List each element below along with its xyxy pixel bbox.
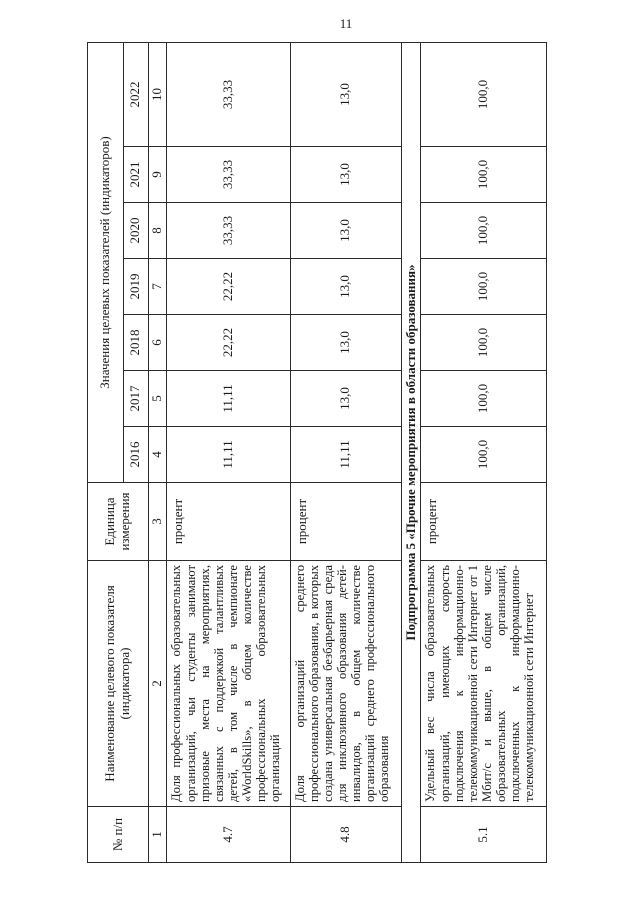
row-name: Доля профессиональных образовательных организаций, чьи студенты занимают призовые места на мероприятиях, связанных с поддержкой талантливых детей, в том числе в чемпионате «WorldSkills», в общем количестве профессиональных образовательных организаций — [167, 561, 290, 807]
indicators-table — [87, 42, 547, 863]
column-index: 1 — [148, 807, 167, 863]
row-value: 33,33 — [167, 203, 290, 259]
row-value: 13,0 — [290, 259, 401, 315]
row-value: 33,33 — [167, 147, 290, 203]
row-value: 13,0 — [290, 203, 401, 259]
table-row — [167, 42, 290, 862]
row-value: 100,0 — [421, 42, 547, 146]
column-index: 3 — [148, 483, 167, 561]
row-value: 100,0 — [421, 147, 547, 203]
row-num: 4.8 — [290, 807, 401, 863]
column-index: 8 — [148, 203, 167, 259]
row-value: 11,11 — [167, 371, 290, 427]
column-index: 5 — [148, 371, 167, 427]
header-num: № п/п — [88, 807, 149, 863]
row-value: 100,0 — [421, 371, 547, 427]
rotated-table-container — [87, 43, 547, 863]
subprogram-title: Подпрограмма 5 «Прочие мероприятия в области образования» — [401, 42, 421, 862]
header-year: 2021 — [123, 147, 148, 203]
row-value: 11,11 — [290, 427, 401, 483]
header-year: 2020 — [123, 203, 148, 259]
row-value: 33,33 — [167, 42, 290, 146]
row-unit: процент — [167, 483, 290, 561]
row-name: Доля организаций среднего профессионального образования, в которых создана универсальная безбарьерная среда для инклюзивного образования детей-инвалидов, в общем количестве организаций среднего профессионального образования — [290, 561, 401, 807]
row-value: 13,0 — [290, 371, 401, 427]
subprogram-row — [401, 42, 421, 862]
row-value: 100,0 — [421, 427, 547, 483]
header-year: 2016 — [123, 427, 148, 483]
row-value: 13,0 — [290, 147, 401, 203]
header-unit: Единица измерения — [88, 483, 149, 561]
row-value: 11,11 — [167, 427, 290, 483]
row-value: 100,0 — [421, 315, 547, 371]
header-year: 2022 — [123, 42, 148, 146]
row-unit: процент — [290, 483, 401, 561]
row-num: 5.1 — [421, 807, 547, 863]
header-year: 2018 — [123, 315, 148, 371]
row-unit: процент — [421, 483, 547, 561]
header-name: Наименование целевого показателя (индикатора) — [88, 561, 149, 807]
column-index: 6 — [148, 315, 167, 371]
row-value: 13,0 — [290, 42, 401, 146]
table-row — [290, 42, 401, 862]
row-value: 100,0 — [421, 259, 547, 315]
column-index-row — [148, 42, 167, 862]
row-value: 100,0 — [421, 203, 547, 259]
column-index: 4 — [148, 427, 167, 483]
column-index: 9 — [148, 147, 167, 203]
row-num: 4.7 — [167, 807, 290, 863]
header-row-1 — [88, 42, 124, 862]
header-year: 2017 — [123, 371, 148, 427]
page-number: 11 — [339, 16, 353, 31]
column-index: 7 — [148, 259, 167, 315]
row-value: 22,22 — [167, 259, 290, 315]
row-value: 22,22 — [167, 315, 290, 371]
header-year: 2019 — [123, 259, 148, 315]
column-index: 2 — [148, 561, 167, 807]
column-index: 10 — [148, 42, 167, 146]
row-name: Удельный вес числа образовательных организаций, имеющих скорость подключения к информационно-телекоммуникационной сети Интернет от 1 Мбит/с и выше, в общем числе образовательных организаций, подключенных к информационно-телекоммуникационной сети Интернет — [421, 561, 547, 807]
header-values-group: Значения целевых показателей (индикаторов) — [88, 42, 124, 482]
table-row — [421, 42, 547, 862]
row-value: 13,0 — [290, 315, 401, 371]
